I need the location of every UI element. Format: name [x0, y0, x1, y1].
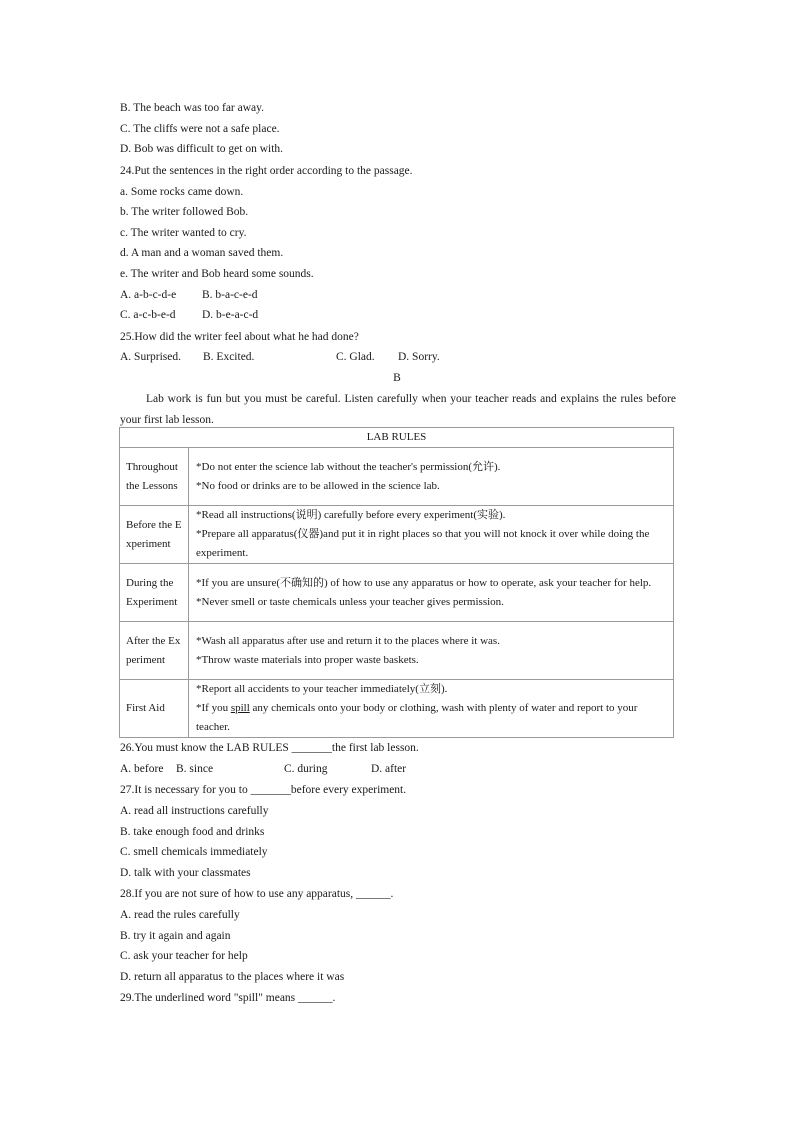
- table-row: [120, 506, 674, 564]
- q28-option-d: D. return all apparatus to the places where it was: [120, 971, 345, 983]
- rule-text: [196, 699, 667, 737]
- q27-option-a: A. read all instructions carefully: [120, 805, 269, 817]
- q26-option-d: D. after: [371, 763, 407, 775]
- rule-text: *Do not enter the science lab without the teacher's permission(允许).: [196, 460, 501, 473]
- rule-cell: [189, 680, 674, 738]
- q27-option-c: C. smell chemicals immediately: [120, 846, 268, 858]
- rule-category: First Aid: [120, 680, 189, 738]
- q24-option-c: C. a-c-b-e-d: [120, 309, 176, 321]
- q24-sentence-e: e. The writer and Bob heard some sounds.: [120, 268, 314, 280]
- q26-options: [120, 762, 406, 776]
- q25-option-b: B. Excited.: [203, 351, 255, 363]
- table-row: [120, 622, 674, 680]
- q24-options-row-1: [120, 288, 258, 302]
- section-b-intro: [120, 389, 676, 430]
- q24-options-row-2: [120, 308, 258, 322]
- section-b-label: B: [393, 372, 401, 384]
- q25-option-d: D. Sorry.: [398, 351, 440, 363]
- q23-option-c: C. The cliffs were not a safe place.: [120, 123, 280, 135]
- q23-option-d: D. Bob was difficult to get on with.: [120, 143, 284, 155]
- rule-text: *If you are unsure(不确知的) of how to use any apparatus or how to operate, ask your teacher for help.: [196, 576, 652, 589]
- rule-category: After the Experiment: [120, 622, 189, 680]
- q27-option-d: D. talk with your classmates: [120, 867, 251, 879]
- q28-option-b: B. try it again and again: [120, 930, 231, 942]
- rule-text-part: *If you: [196, 702, 231, 714]
- q24-stem: 24.Put the sentences in the right order according to the passage.: [120, 165, 413, 177]
- underlined-word-spill: spill: [230, 702, 250, 714]
- rule-cell: [189, 622, 674, 680]
- q24-option-b: B. b-a-c-e-d: [202, 289, 258, 301]
- q26-option-a: A. before: [120, 763, 164, 775]
- q24-sentence-b: b. The writer followed Bob.: [120, 206, 249, 218]
- rule-text: *No food or drinks are to be allowed in the science lab.: [196, 479, 440, 492]
- lab-rules-table: [119, 427, 674, 738]
- table-title: LAB RULES: [120, 428, 674, 448]
- q28-stem: 28.If you are not sure of how to use any apparatus, ______.: [120, 888, 394, 900]
- table-row: [120, 448, 674, 506]
- q24-option-a: A. a-b-c-d-e: [120, 289, 177, 301]
- rule-category: Before the Experiment: [120, 506, 189, 564]
- rule-cell: [189, 564, 674, 622]
- rule-text: *Wash all apparatus after use and return it to the places where it was.: [196, 634, 500, 647]
- q29-stem: 29.The underlined word "spill" means ______.: [120, 992, 336, 1004]
- rule-category: Throughout the Lessons: [120, 448, 189, 506]
- rule-text: *Never smell or taste chemicals unless your teacher gives permission.: [196, 595, 504, 608]
- rule-text: *Read all instructions(说明) carefully before every experiment(实验).: [196, 509, 506, 521]
- q23-option-b: B. The beach was too far away.: [120, 102, 265, 114]
- q27-stem: 27.It is necessary for you to _______before every experiment.: [120, 784, 407, 796]
- q28-option-a: A. read the rules carefully: [120, 909, 240, 921]
- rule-text: *Throw waste materials into proper waste baskets.: [196, 653, 419, 666]
- q28-option-c: C. ask your teacher for help: [120, 950, 248, 962]
- q25-option-a: A. Surprised.: [120, 351, 182, 363]
- table-header-row: [120, 428, 674, 448]
- rule-text: *Prepare all apparatus(仪器)and put it in right places so that you will not knock it over while doing the experiment.: [196, 528, 650, 559]
- q24-sentence-a: a. Some rocks came down.: [120, 186, 244, 198]
- q25-options: [120, 350, 440, 364]
- q25-option-c: C. Glad.: [336, 351, 375, 363]
- q27-option-b: B. take enough food and drinks: [120, 826, 265, 838]
- table-row: [120, 680, 674, 738]
- section-b-intro-text: Lab work is fun but you must be careful. Listen carefully when your teacher reads and explains the rules before your first lab lesson.: [120, 393, 676, 426]
- table-row: [120, 564, 674, 622]
- q24-option-d: D. b-e-a-c-d: [202, 309, 259, 321]
- rule-category: During the Experiment: [120, 564, 189, 622]
- rule-text: *Report all accidents to your teacher immediately(立刻).: [196, 683, 448, 695]
- q26-stem: 26.You must know the LAB RULES _______the first lab lesson.: [120, 742, 419, 754]
- q24-sentence-c: c. The writer wanted to cry.: [120, 227, 247, 239]
- q24-sentence-d: d. A man and a woman saved them.: [120, 247, 284, 259]
- q26-option-b: B. since: [176, 763, 214, 775]
- rule-text-part: any chemicals onto your body or clothing, wash with plenty of water and report to your teacher.: [196, 702, 638, 733]
- rule-cell: [189, 448, 674, 506]
- q26-option-c: C. during: [284, 763, 328, 775]
- rule-cell: [189, 506, 674, 564]
- q25-stem: 25.How did the writer feel about what he had done?: [120, 331, 359, 343]
